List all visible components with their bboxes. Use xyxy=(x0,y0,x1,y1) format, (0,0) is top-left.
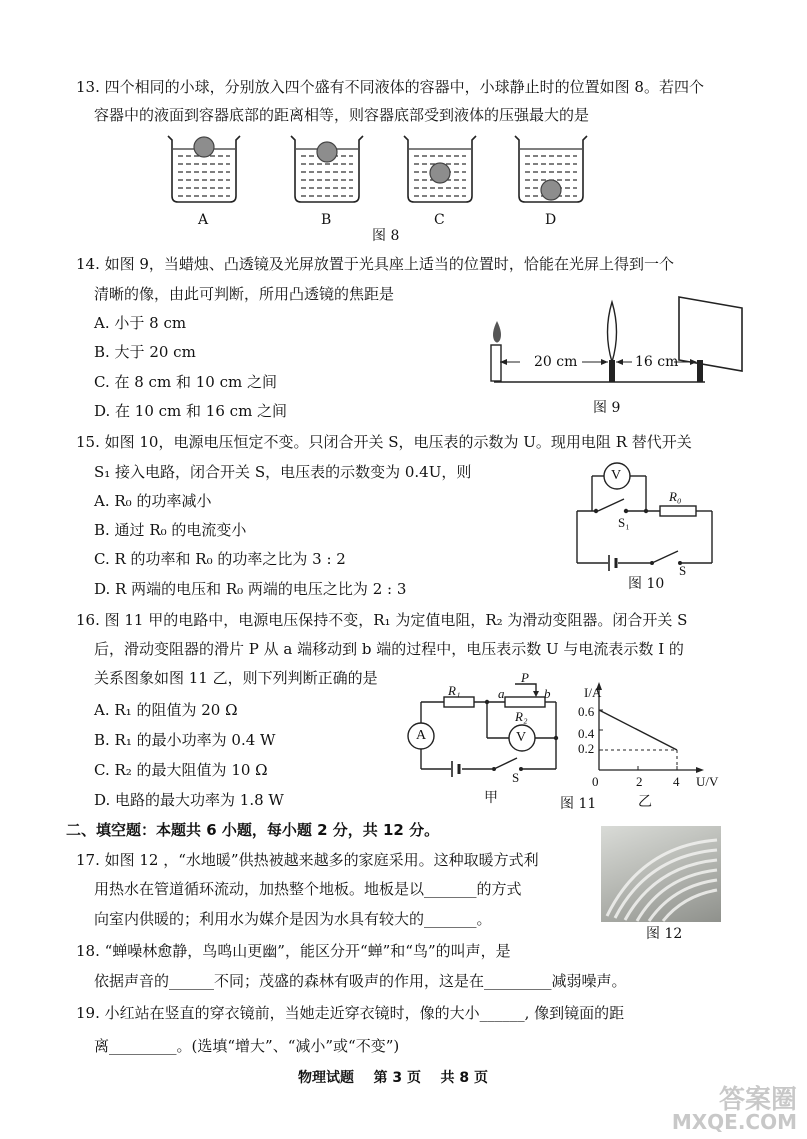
figure-12-caption: 图 12 xyxy=(646,926,683,942)
option-label-a: A xyxy=(198,212,209,228)
q16-option-a: A. R₁ 的阻值为 20 Ω xyxy=(94,701,238,719)
graph-ytick-0.4: 0.4 xyxy=(578,726,595,741)
voltmeter-10-label: V xyxy=(611,468,622,483)
q17-line1: 17. 如图 12 ，“水地暖”供热被越来越多的家庭采用。这种取暖方式利 xyxy=(76,851,539,869)
q15-line2: S₁ 接入电路，闭合开关 S，电压表的示数变为 0.4U，则 xyxy=(94,463,472,481)
option-label-c: C xyxy=(434,212,445,228)
graph-xtick-4: 4 xyxy=(673,774,680,789)
graph-ytick-0.6: 0.6 xyxy=(578,704,595,719)
watermark-line1: 答案圈 xyxy=(718,1085,797,1115)
iu-line xyxy=(599,710,677,750)
q14-option-d: D. 在 10 cm 和 16 cm 之间 xyxy=(94,402,288,420)
q14-line2: 清晰的像，由此可判断，所用凸透镜的焦距是 xyxy=(94,285,395,303)
s-label-11: S xyxy=(512,770,520,785)
q15-option-d: D. R 两端的电压和 R₀ 两端的电压之比为 2 : 3 xyxy=(94,580,407,598)
r2-label: R₂ xyxy=(515,709,528,724)
q16-option-b: B. R₁ 的最小功率为 0.4 W xyxy=(94,731,276,749)
q14-option-a: A. 小于 8 cm xyxy=(94,314,187,332)
watermark-line2: MXQE.COM xyxy=(671,1110,797,1134)
option-label-b: B xyxy=(321,212,332,228)
r0-label: R₀ xyxy=(669,489,682,504)
q16-option-c: C. R₂ 的最大阻值为 10 Ω xyxy=(94,761,268,779)
q17-line3: 向室内供暖的；利用水为媒介是因为水具有较大的_______。 xyxy=(94,910,492,928)
distance-lens-screen: 16 cm xyxy=(635,354,679,370)
section-2-heading: 二、填空题：本题共 6 小题，每小题 2 分，共 12 分。 xyxy=(66,821,440,839)
graph-label: 乙 xyxy=(638,794,652,810)
b-end-label: b xyxy=(544,686,551,701)
q18-line1: 18. “蝉噪林愈静，鸟鸣山更幽”，能区分开“蝉”和“鸟”的叫声，是 xyxy=(76,942,511,960)
watermark xyxy=(671,1085,797,1134)
graph-xtick-2: 2 xyxy=(636,774,643,789)
page-footer: 物理试题 第 3 页 共 8 页 xyxy=(298,1070,488,1086)
s1-label: S₁ xyxy=(618,515,630,530)
figure-11-caption: 图 11 xyxy=(560,796,597,812)
q14-option-c: C. 在 8 cm 和 10 cm 之间 xyxy=(94,373,277,391)
p-label: P xyxy=(521,670,529,685)
q16-line3: 关系图象如图 11 乙，则下列判断正确的是 xyxy=(94,669,378,687)
q18-line2: 依据声音的______不同；茂盛的森林有吸声的作用，这是在_________减弱噪声。 xyxy=(94,972,627,990)
ammeter-label: A xyxy=(416,728,427,743)
q13-line2: 容器中的液面到容器底部的距离相等，则容器底部受到液体的压强最大的是 xyxy=(94,106,590,124)
q14-line1: 14. 如图 9，当蜡烛、凸透镜及光屏放置于光具座上适当的位置时，恰能在光屏上得到一个 xyxy=(76,255,674,273)
q19-line2: 离_________。(选填“增大”、“减小”或“不变”) xyxy=(94,1037,400,1055)
graph-ytick-0.2: 0.2 xyxy=(578,741,595,756)
voltmeter-11-label: V xyxy=(516,730,527,745)
distance-candle-lens: 20 cm xyxy=(534,354,578,370)
q19-line1: 19. 小红站在竖直的穿衣镜前，当她走近穿衣镜时，像的大小______, 像到镜面的距 xyxy=(76,1004,625,1022)
figure-10-caption: 图 10 xyxy=(628,576,665,592)
q13-line1: 13. 四个相同的小球，分别放入四个盛有不同液体的容器中，小球静止时的位置如图 8。若四个 xyxy=(76,78,704,96)
q16-option-d: D. 电路的最大功率为 1.8 W xyxy=(94,791,284,809)
figure-9-caption: 图 9 xyxy=(593,400,621,416)
a-end-label: a xyxy=(498,686,505,701)
option-label-d: D xyxy=(545,212,557,228)
floor-heating-pipes xyxy=(601,826,721,922)
figure-8-caption: 图 8 xyxy=(372,228,400,244)
circuit-11-label: 甲 xyxy=(484,790,498,806)
q15-option-b: B. 通过 R₀ 的电流变小 xyxy=(94,521,247,539)
q15-option-c: C. R 的功率和 R₀ 的功率之比为 3 : 2 xyxy=(94,550,346,568)
floor-heating-photo xyxy=(601,826,721,922)
graph-xlabel: U/V xyxy=(696,774,719,789)
r1-label: R₁ xyxy=(448,683,461,698)
q14-option-b: B. 大于 20 cm xyxy=(94,343,196,361)
q16-line2: 后，滑动变阻器的滑片 P 从 a 端移动到 b 端的过程中，电压表示数 U 与电流表示数 I 的 xyxy=(94,640,684,658)
q15-line1: 15. 如图 10，电源电压恒定不变。只闭合开关 S，电压表的示数为 U。现用电阻 R 替代开关 xyxy=(76,433,692,451)
q15-option-a: A. R₀ 的功率减小 xyxy=(94,492,212,510)
graph-ylabel: I/A xyxy=(584,685,602,700)
q17-line2: 用热水在管道循环流动，加热整个地板。地板是以_______的方式 xyxy=(94,880,522,898)
graph-origin: 0 xyxy=(592,774,599,789)
s-label-10: S xyxy=(679,563,687,578)
q16-line1: 16. 图 11 甲的电路中，电源电压保持不变，R₁ 为定值电阻，R₂ 为滑动变阻器。闭合开关 S xyxy=(76,611,688,629)
